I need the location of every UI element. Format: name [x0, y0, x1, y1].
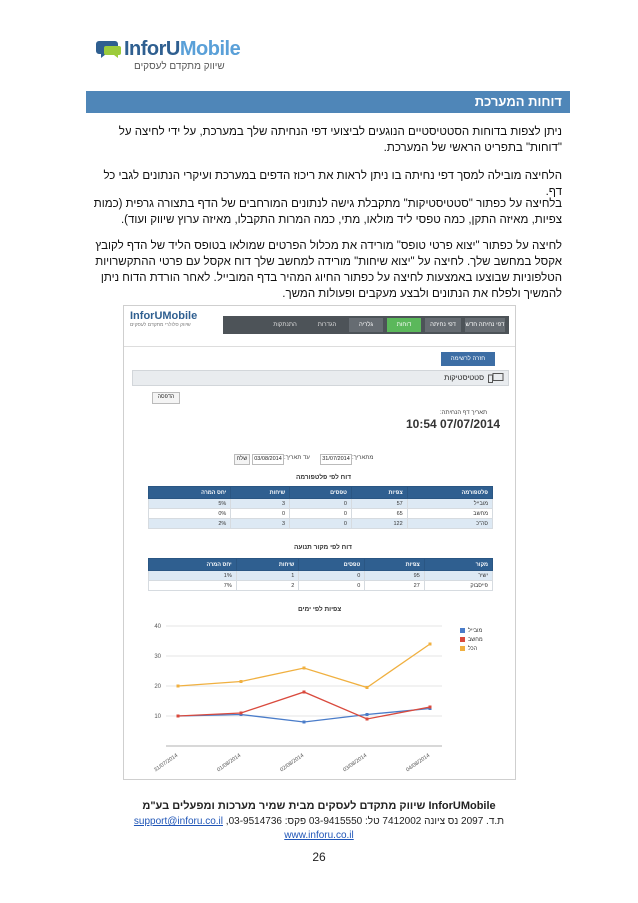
table-header-cell: מקור — [424, 559, 492, 571]
x-tick-label: 04/08/2014 — [405, 752, 432, 774]
print-button[interactable]: הדפסה — [152, 392, 180, 404]
table-header-cell: צפיות — [351, 487, 407, 499]
data-point — [303, 721, 306, 724]
table-cell: פייסבוק — [424, 581, 492, 591]
table-cell: 0 — [290, 509, 352, 519]
table-cell: 0 — [299, 571, 365, 581]
range-from-label: מתאריך: — [352, 455, 374, 461]
table-source-title: דוח לפי מקור תנועה — [294, 544, 352, 551]
created-label: תאריך דף הנחיתה: — [440, 410, 488, 416]
chart-title: צפיות לפי ימים — [298, 606, 342, 613]
data-point — [429, 706, 432, 709]
data-point — [240, 680, 243, 683]
legend-swatch — [460, 637, 465, 642]
legend-swatch — [460, 646, 465, 651]
data-point — [366, 718, 369, 721]
table-source — [148, 558, 493, 591]
table-header-cell: טפסים — [290, 487, 352, 499]
table-header-cell: שיחות — [236, 559, 299, 571]
table-cell: 0 — [231, 509, 290, 519]
table-cell: 0% — [149, 509, 231, 519]
footer-email-link[interactable]: support@inforu.co.il — [133, 816, 224, 827]
page-number: 26 — [312, 850, 326, 864]
table-row — [149, 509, 493, 519]
range-from-input[interactable]: 31/07/2014 — [320, 454, 352, 465]
table-cell: 2% — [149, 519, 231, 529]
data-point — [429, 643, 432, 646]
devices-icon — [488, 373, 504, 383]
nav-reports[interactable]: דוחות — [387, 318, 421, 332]
data-point — [366, 713, 369, 716]
data-point — [303, 691, 306, 694]
legend-label: הכל — [468, 646, 478, 652]
table-cell: 1% — [149, 571, 237, 581]
y-tick-label: 40 — [154, 624, 161, 630]
chat-bubble-icon — [96, 38, 122, 60]
table-cell: 122 — [351, 519, 407, 529]
company-logo — [96, 36, 246, 78]
table-header-cell: שיחות — [231, 487, 290, 499]
table-cell: מובייל — [407, 499, 492, 509]
back-to-list-button[interactable]: חזרה לרשימה — [441, 352, 495, 366]
series-line-2 — [178, 644, 430, 688]
x-tick-label: 03/08/2014 — [342, 752, 369, 774]
nav-landing-pages[interactable]: דפי נחיתה — [425, 318, 461, 332]
legend-label: מחשב — [468, 637, 483, 643]
table-platform — [148, 486, 493, 529]
app-logo: InforUMobile שיווק סלולרי מתקדם לעסקים — [130, 310, 198, 328]
table-row — [149, 581, 493, 591]
table-row — [149, 499, 493, 509]
table-cell: 7% — [149, 581, 237, 591]
series-line-0 — [178, 709, 430, 723]
range-submit-button[interactable]: שלח — [234, 454, 250, 465]
table-header-cell: פלטפורמה — [407, 487, 492, 499]
data-point — [177, 685, 180, 688]
table-cell: 2 — [236, 581, 299, 591]
logo-tagline: שיווק מתקדם לעסקים — [134, 61, 225, 72]
footer-address: ת.ד. 2097 נס ציונה 7412002 טל: 03-9415550 פקס: 03-9514736, support@inforu.co.il — [133, 816, 505, 827]
x-tick-label: 02/08/2014 — [279, 752, 306, 774]
table-cell: 3 — [231, 519, 290, 529]
table-cell: 0 — [299, 581, 365, 591]
footer-company: InforUMobile שיווק מתקדם לעסקים מבית שמיר מערכות ומפעלים בע"מ — [142, 800, 496, 812]
logo-wordmark: InforUMobile — [124, 38, 241, 60]
table-cell: 57 — [351, 499, 407, 509]
data-point — [240, 712, 243, 715]
table-cell: ישיר — [424, 571, 492, 581]
table-platform-title: דוח לפי פלטפורמה — [296, 474, 351, 481]
y-tick-label: 20 — [154, 684, 161, 690]
app-header — [124, 306, 515, 347]
table-header-cell: יחס המרה — [149, 487, 231, 499]
app-nav — [223, 316, 509, 334]
table-header-cell: יחס המרה — [149, 559, 237, 571]
paragraph-intro: ניתן לצפות בדוחות הסטטיסטיים הנוגעים לביצועי דפי הנחיתה שלך במערכת, על ידי לחיצה על "דוחות" בתפריט הראשי של המערכת. — [118, 126, 562, 154]
statistics-screenshot — [123, 305, 516, 780]
table-header-cell: צפיות — [365, 559, 424, 571]
paragraph-export: לחיצה על כפתור "יצוא פרטי טופס" מורידה את מכלול הפרטים שמולאו בטופס הליד של הדף לקובץ אקסל במחשב שלך. לחיצה על "יצוא שיחות" מורידה למחשב שלך דוח אקסל עם פרטי ההתקשרויות הטלפוניות שבוצעו באמצעות לחיצה על כפתור החיוג המהיר בדף המובייל. לאחר הורדת הדוח ניתן להמשיך ולפלח את הנתונים ולבצע מעקבים ופעולות המשך. — [95, 240, 562, 300]
paragraph-statistics: בלחיצה על כפתור "סטטיסטיקות" מתקבלת גישה לנתונים המורחבים של הדף בתצורה גרפית (כמות צפיות, מאיזה התקן, כמה טפסי ליד מולאו, מתי, כמה המרות התקבלו, מאיזה ערוץ שיווק ועוד). — [93, 198, 562, 226]
table-cell: 1 — [236, 571, 299, 581]
section-title: דוחות המערכת — [86, 91, 570, 113]
table-cell: 3 — [231, 499, 290, 509]
nav-new-landing[interactable]: דפי נחיתה חדש — [465, 318, 505, 332]
nav-gallery[interactable]: גלריה — [349, 318, 383, 332]
x-tick-label: 31/07/2014 — [153, 752, 180, 774]
table-header-cell: טפסים — [299, 559, 365, 571]
y-tick-label: 30 — [154, 654, 161, 660]
table-cell: 5% — [149, 499, 231, 509]
legend-label: מובייל — [468, 628, 483, 634]
paragraph-landing-screen: הלחיצה מובילה למסך דפי נחיתה בו ניתן לראות את ריכוז הדפים במערכת ועיקרי הנתונים לגבי כל דף. — [103, 170, 562, 198]
nav-logout[interactable]: התנתקות — [273, 322, 297, 328]
table-cell: סה"כ — [407, 519, 492, 529]
data-point — [177, 715, 180, 718]
table-row — [149, 571, 493, 581]
table-row — [149, 519, 493, 529]
table-cell: 0 — [290, 519, 352, 529]
nav-settings[interactable]: הגדרות — [317, 322, 337, 328]
y-tick-label: 10 — [154, 714, 161, 720]
footer-website-link[interactable]: www.inforu.co.il — [284, 830, 354, 841]
table-cell: 95 — [365, 571, 424, 581]
data-point — [366, 686, 369, 689]
data-point — [303, 667, 306, 670]
table-cell: 0 — [290, 499, 352, 509]
table-cell: 65 — [351, 509, 407, 519]
legend-swatch — [460, 628, 465, 633]
views-by-day-chart — [132, 618, 507, 774]
table-cell: 27 — [365, 581, 424, 591]
table-cell: מחשב — [407, 509, 492, 519]
range-to-input[interactable]: 03/08/2014 — [252, 454, 284, 465]
statistics-panel-title: סטטיסטיקות — [132, 370, 509, 386]
created-date: 07/07/2014 10:54 — [406, 417, 501, 431]
x-tick-label: 01/08/2014 — [216, 752, 243, 774]
range-to-label: עד תאריך: — [284, 455, 310, 461]
